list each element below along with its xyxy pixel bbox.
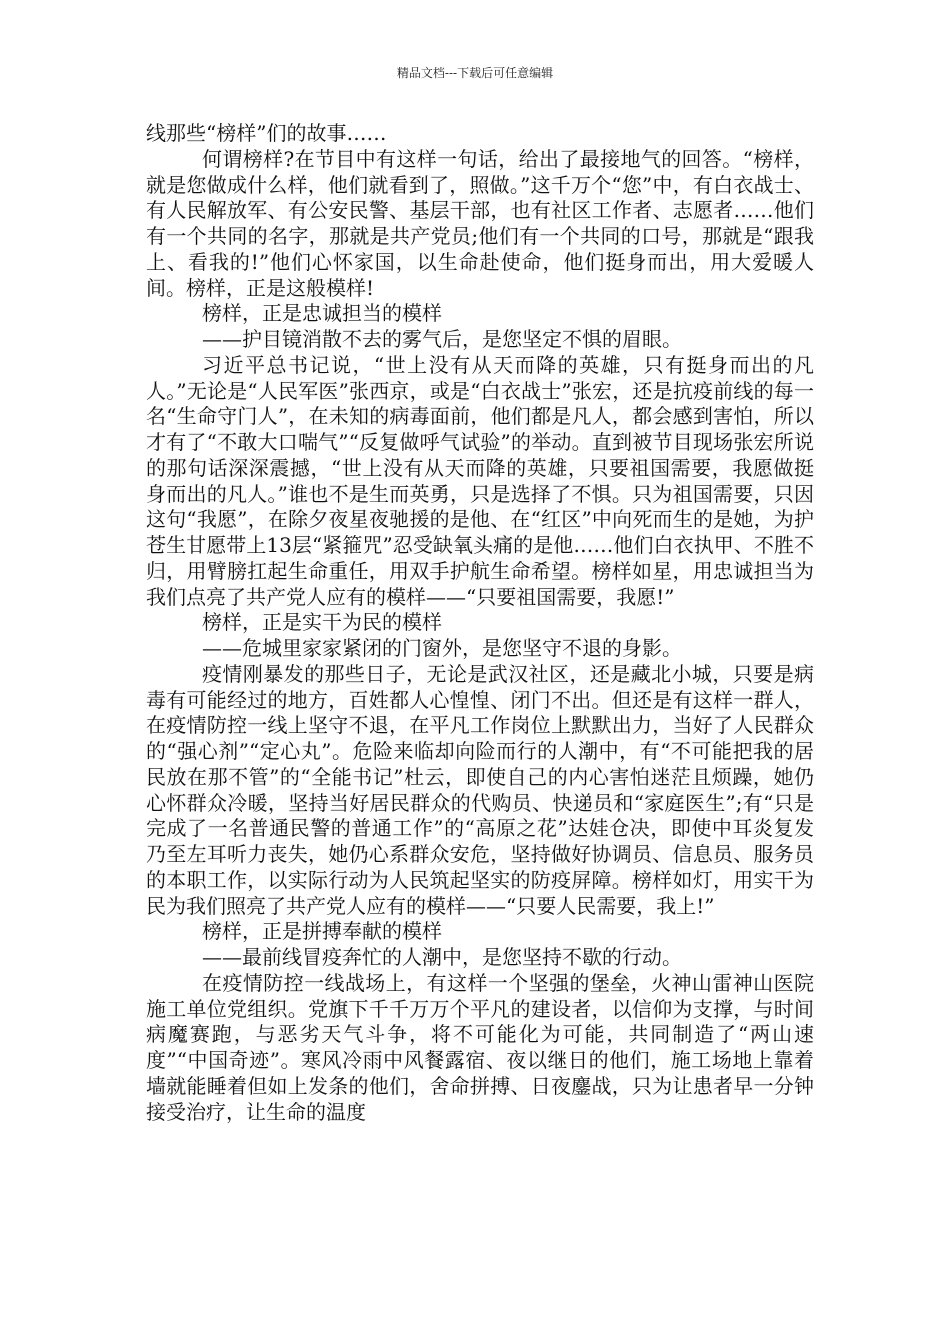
paragraph-service: 疫情刚暴发的那些日子，无论是武汉社区，还是藏北小城，只要是病毒有可能经过的地方，百姓都人心惶惶、闭门不出。但还是有这样一群人，在疫情防控一线上坚守不退，在平凡工作岗位上默默出力，当好了人民群众的“强心剂”“定心丸”。危险来临却向险而行的人潮中，有“不可能把我的居民放在那不管”的“全能书记”杜云，即使自己的内心害怕迷茫且烦躁，她仍心怀群众冷暖，坚持当好居民群众的代购员、快递员和“家庭医生”;有“只是完成了一名普通民警的普通工作”的“高原之花”达娃仓决，即使中耳炎复发乃至左耳听力丧失，她仍心系群众安危，坚持做好协调员、信息员、服务员的本职工作，以实际行动为人民筑起坚实的防疫屏障。榜样如灯，用实干为民为我们照亮了共产党人应有的模样——“只要人民需要，我上!”: [146, 661, 814, 918]
section-subheading-service: ——危城里家家紧闭的门窗外，是您坚守不退的身影。: [202, 636, 682, 660]
paragraph-definition: 何谓榜样?在节目中有这样一句话，给出了最接地气的回答。“榜样，就是您做成什么样，他们就看到了，照做。”这千万个“您”中，有白衣战士、有人民解放军、有公安民警、基层干部，也有社区工作者、志愿者……他们有一个共同的名字，那就是共产党员;他们有一个共同的口号，那就是“跟我上、看我的!”他们心怀家国，以生命赴使命，他们挺身而出，用大爱暖人间。榜样，正是这般模样!: [146, 146, 814, 300]
paragraph-continuation: 线那些“榜样”们的故事……: [146, 121, 387, 145]
section-subheading-loyalty: ——护目镜消散不去的雾气后，是您坚定不惧的眉眼。: [202, 327, 682, 351]
section-subheading-dedication: ——最前线冒疫奔忙的人潮中，是您坚持不歇的行动。: [202, 945, 682, 969]
paragraph-loyalty: 习近平总书记说，“世上没有从天而降的英雄，只有挺身而出的凡人。”无论是“人民军医”张西京，或是“白衣战士”张宏，还是抗疫前线的每一名“生命守门人”，在未知的病毒面前，他们都是凡人，都会感到害怕，所以才有了“不敢大口喘气”“反复做呼气试验”的举动。直到被节目现场张宏所说的那句话深深震撼，“世上没有从天而降的英雄，只要祖国需要，我愿做挺身而出的凡人。”谁也不是生而英勇，只是选择了不惧。只为祖国需要，只因这句“我愿”，在除夕夜星夜驰援的是他、在“红区”中向死而生的是她，为护苍生甘愿带上13层“紧箍咒”忍受缺氧头痛的是他……他们白衣执甲、不胜不归，用臂膀扛起生命重任，用双手护航生命希望。榜样如星，用忠诚担当为我们点亮了共产党人应有的模样——“只要祖国需要，我愿!”: [146, 352, 814, 609]
page-header: 精品文档---下载后可任意编辑: [396, 66, 554, 80]
section-heading-dedication: 榜样，正是拼搏奉献的模样: [202, 919, 442, 944]
paragraph-dedication: 在疫情防控一线战场上，有这样一个坚强的堡垒，火神山雷神山医院施工单位党组织。党旗下千千万万个平凡的建设者，以信仰为支撑，与时间病魔赛跑，与恶劣天气斗争，将不可能化为可能，共同制造了“两山速度”“中国奇迹”。寒风冷雨中风餐露宿、夜以继日的他们，施工场地上靠着墙就能睡着但如上发条的他们，舍命拼搏、日夜鏖战，只为让患者早一分钟接受治疗，让生命的温度: [146, 970, 814, 1124]
section-heading-loyalty: 榜样，正是忠诚担当的模样: [202, 301, 442, 326]
section-heading-service: 榜样，正是实干为民的模样: [202, 610, 442, 635]
document-body: [146, 121, 814, 1125]
